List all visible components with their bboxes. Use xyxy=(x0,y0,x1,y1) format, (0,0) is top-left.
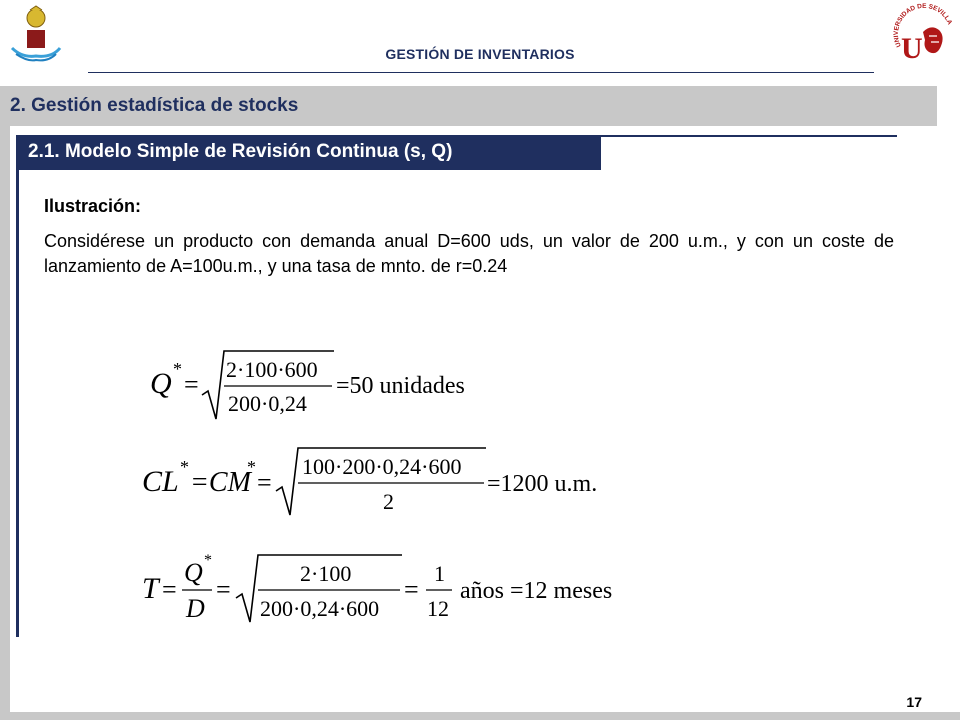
section-title: 2. Gestión estadística de stocks xyxy=(10,95,299,116)
svg-text:años =12 meses: años =12 meses xyxy=(460,578,613,604)
page-number: 17 xyxy=(906,694,922,710)
universidad-de-sevilla-seal-icon xyxy=(893,2,955,68)
svg-text:12: 12 xyxy=(427,596,449,621)
header-title: GESTIÓN DE INVENTARIOS xyxy=(385,46,575,62)
svg-text:=1200 u.m.: =1200 u.m. xyxy=(487,471,598,497)
svg-text:CL: CL xyxy=(142,465,179,498)
svg-text:=: = xyxy=(216,575,231,604)
svg-text:2·100·600: 2·100·600 xyxy=(226,357,318,382)
subsection-left-rule xyxy=(16,135,19,637)
svg-text:200·0,24: 200·0,24 xyxy=(228,391,307,416)
svg-text:Q: Q xyxy=(150,367,172,400)
formula-cost xyxy=(140,443,640,523)
svg-text:Q: Q xyxy=(184,558,203,587)
svg-text:=: = xyxy=(404,575,419,604)
svg-text:*: * xyxy=(180,457,189,477)
svg-text:=: = xyxy=(162,575,177,604)
svg-text:2·100: 2·100 xyxy=(300,561,352,586)
svg-text:=: = xyxy=(184,370,199,399)
svg-text:=CM: =CM xyxy=(190,467,251,498)
left-frame-band xyxy=(0,86,10,720)
svg-text:2: 2 xyxy=(383,489,394,514)
svg-text:*: * xyxy=(173,359,182,379)
formula-optimal-quantity xyxy=(148,345,488,425)
formula-cycle-time xyxy=(140,550,640,630)
svg-text:T: T xyxy=(142,572,159,605)
university-crest-left-icon xyxy=(8,4,64,66)
svg-text:100·200·0,24·600: 100·200·0,24·600 xyxy=(302,454,462,479)
svg-text:=50 unidades: =50 unidades xyxy=(336,373,465,399)
header-divider xyxy=(88,72,874,73)
svg-text:UNIVERSIDAD DE SEVILLA: UNIVERSIDAD DE SEVILLA xyxy=(893,2,954,49)
svg-text:U: U xyxy=(901,32,923,65)
svg-text:1: 1 xyxy=(434,561,445,586)
svg-text:*: * xyxy=(247,457,256,477)
illustration-heading: Ilustración: xyxy=(44,196,142,216)
svg-text:D: D xyxy=(186,594,205,623)
svg-text:200·0,24·600: 200·0,24·600 xyxy=(260,596,380,621)
svg-text:=: = xyxy=(257,468,272,497)
bottom-frame-band xyxy=(0,712,960,720)
svg-text:*: * xyxy=(204,552,212,569)
subsection-title: 2.1. Modelo Simple de Revisión Continua (s, Q) xyxy=(28,141,453,162)
problem-statement: Considérese un producto con demanda anual D=600 uds, un valor de 200 u.m., y con un coste de lanzamiento de A=100u.m., y una tasa de mnto. de r=0.24 xyxy=(44,231,894,276)
